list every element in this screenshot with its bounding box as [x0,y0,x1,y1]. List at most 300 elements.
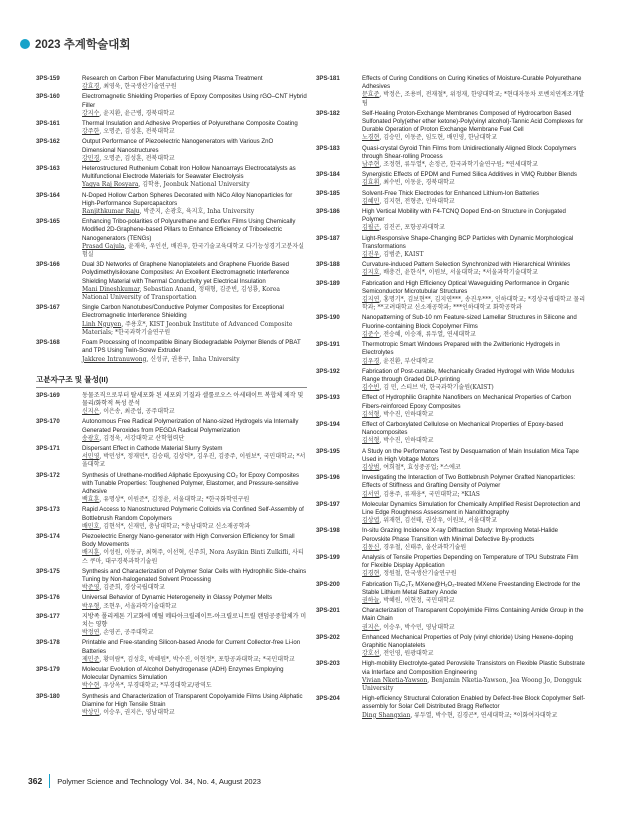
entry-body [82,304,307,337]
author-line [82,181,307,189]
entry-body [362,634,587,659]
author-line [82,110,307,118]
presenting-author: 김서연 [362,490,380,498]
presenting-author: 박상민 [82,709,100,717]
entry-body [362,421,587,446]
co-authors-affiliation: , 전인영, 원광대학교 [379,650,434,658]
author-line [82,83,307,91]
co-authors-affiliation: , 유명상*, 이원준*, 김정윤, 서울대학교; *한국화학연구원 [99,496,250,504]
abstract-entry [316,110,587,143]
author-line [362,134,587,142]
paper-title: Fabrication of Post-curable, Mechanically Graded Hydrogel with Wide Modulus Range through Graded DLP-printing [362,367,575,383]
paper-title: Solvent-Free Thick Electrodes for Enhanced Lithium-Ion Batteries [362,189,540,197]
poster-code: 3PS-203 [316,660,340,668]
abstract-entry [36,568,307,593]
paper-title: 지방족 폴리케톤 기교화에 메틸 메타아크릴레이트-아크릴로니트릴 랜덤공중합체가 미치는 영향 [82,612,307,628]
presenting-author: 김혜민 [362,197,380,205]
author-line [82,549,307,565]
author-line [82,603,307,611]
entry-body [362,581,587,606]
abstract-entry [36,613,307,638]
entry-body [362,607,587,632]
abstract-entry [316,314,587,339]
poster-code: 3PS-199 [316,553,340,561]
paper-title: Effects of Curing Conditions on Curing Kinetics of Moisture-Curable Polyurethane Adhesives [362,75,582,91]
abstract-entry [316,208,587,233]
author-line [362,677,587,693]
paper-title: High-mobility Electrolyte-gated Perovskite Transistors on Flexible Plastic Substrate via Interface and Composition Engineering [362,660,585,676]
co-authors-affiliation: , 이성원, 이동규, 최혁주, 이선혁, 신주희, Nora Asyikin Binti Zulkifli, 사티스 쿠마, 대구경북과학기술원 [82,549,304,565]
poster-code: 3PS-184 [316,171,340,179]
abstract-entry [316,527,587,552]
abstract-entry [316,280,587,313]
co-authors-affiliation: , 김승민, 이동준, 임도현, 배민영, 한남대학교 [379,134,497,142]
co-authors-affiliation: , 김현석*, 신재민, 충남대학교; *충남대학교 신소재공학과 [99,522,251,530]
presenting-author: 김동신 [362,543,380,551]
poster-code: 3PS-165 [36,218,60,226]
entry-body [82,418,307,443]
presenting-author: 박준영 [82,584,100,592]
poster-code: 3PS-186 [316,208,340,216]
poster-code: 3PS-164 [36,191,60,199]
presenting-author: 남주현 [362,161,380,169]
paper-title: Dual 3D Networks of Graphene Nanoplatelets and Graphene Fluoride Based Polydimethylsiloxane Composites: An Excellent Electromagnetic Interference Shielding Material with Thermal Conductivity yet Electrical Insulation [82,261,290,285]
presenting-author: 권지은 [362,623,380,631]
co-authors-affiliation: , 류두열, 박수현, 김경곤*, 연세대학교; *이화여자대학교 [410,711,558,719]
co-authors-affiliation: , 최영욱, 한국생산기술연구원 [99,83,177,91]
presenting-author: 강민경 [82,154,100,162]
abstract-entry [36,93,307,118]
abstract-entry [36,192,307,217]
paper-title: Fabrication and High Efficiency Optical Waveguiding Performance in Organic Semiconductor Microtubular Structures [362,279,570,295]
entry-body [82,339,307,364]
paper-title: Research on Carbon Fiber Manufacturing Using Plasma Treatment [82,75,263,82]
paper-title: Universal Behavior of Dynamic Heterogeneity in Glassy Polymer Melts [82,594,272,602]
poster-code: 3PS-204 [316,695,340,703]
co-authors-affiliation: , 우상옥*, 부경대학교; *부경대학교/광역도 [99,682,212,690]
left-entry-list-a [36,75,307,364]
paper-title: Synthesis and Characterization of Transparent Copolyamide Films Using Aliphatic Diamine for High Tensile Strain [82,692,303,708]
co-authors-affiliation: , 박정은, 조용비, 전재철*, 위정재, 한양대학교; *현대자동차 로벤치연계조개발팀 [362,91,585,107]
presenting-author: Jakkree Intranuwong [82,355,147,363]
author-line [362,384,587,392]
author-line [362,491,587,499]
co-authors-affiliation: , 홍명기*, 김보현**, 김지연***, 송진우***, 인하대학교; *경상국립대학교 물리학과; **고려대학교 신소재공학과; ***인하대학교 화학공학과 [362,296,585,312]
poster-code: 3PS-179 [36,666,60,673]
presenting-author: 김상엽 [362,517,380,525]
paper-title: Nanopatterning of Sub-10 nm Feature-sized Lamellar Structures in Silicone and Fluorine-containing Block Copolymer Films [362,314,577,330]
paper-title: Rapid Access to Nanostructured Polymeric Colloids via Confined Self-Assembly of Bottlebrush Random Copolymers [82,506,304,522]
poster-code: 3PS-170 [36,418,60,426]
presenting-author: 제민준 [82,655,100,663]
co-authors-affiliation: , 박수진, 인하대학교 [379,410,434,418]
entry-body [362,695,587,720]
poster-code: 3PS-171 [36,444,60,452]
co-authors-affiliation: , 박혜원, 이현정, 국민대학교 [379,596,455,604]
abstract-entry [316,235,587,260]
co-authors-affiliation: , 조현우, 서울과학기술대학교 [99,602,177,610]
abstract-entry [316,695,587,720]
presenting-author: 문효준 [362,91,380,99]
presenting-author: Yagya Raj Rosyara [82,181,139,189]
page-footer [0,774,622,788]
abstract-entry [316,607,587,632]
co-authors-affiliation: , 전승혜, 이승재, 류두열, 연세대학교 [379,330,476,338]
paper-title: Molecular Evolution of Alcohol Dehydrogenase (ADH) Enzymes Employing Molecular Dynamics Simulation [82,666,284,682]
paper-title: Curvature-induced Pattern Selection Synchronized with Hierarchical Wrinkles [362,261,571,269]
presenting-author: 배지훈 [82,549,100,557]
entry-body [362,394,587,419]
presenting-author: 박정연 [82,629,100,637]
poster-code: 3PS-168 [36,339,60,347]
author-line [82,656,307,664]
author-line [82,356,307,364]
poster-code: 3PS-172 [36,471,60,479]
right-entry-list [316,75,587,720]
abstract-entry [36,138,307,163]
author-line [362,358,587,366]
entry-body [362,208,587,233]
poster-code: 3PS-181 [316,75,340,82]
paper-title: Effect of Carboxylated Cellulose on Mechanical Properties of Epoxy-based Nanocomposites [362,420,564,437]
author-line [82,208,307,216]
entry-body [362,110,587,143]
co-authors-affiliation: , 박민성*, 정재민*, 김승태, 김상덕*, 김우진, 김중주, 이원보*, 국민대학교; *서울대학교 [82,453,306,469]
presenting-author: 감효경 [82,83,100,91]
presenting-author: 신지은 [82,408,100,416]
author-line [362,437,587,445]
abstract-entry [316,261,587,277]
abstract-entry [36,165,307,190]
paper-title: In-situ Grazing Incidence X-ray Diffraction Study: Improving Metal-Halide Perovskite Phase Transition with Minimal Defective By-products [362,527,558,543]
presenting-author: 김상범 [362,463,380,471]
paper-title: Effect of Hydrophilic Graphite Nanofibers on Mechanical Properties of Carbon Fibers-reinforced Epoxy Composites [362,394,572,410]
abstract-entry [36,533,307,566]
page-header [20,36,130,52]
abstract-entry [316,501,587,526]
right-column [316,75,587,722]
author-line [362,179,587,187]
co-authors-affiliation: , 김정욱, 서강대학교 산학협력단 [99,434,185,442]
abstract-entry [36,693,307,718]
abstract-entry [36,218,307,259]
entry-body [362,171,587,187]
co-authors-affiliation: , 김학용, Jeonbuk National University [138,181,250,189]
abstract-entry [316,171,587,187]
paper-title: Fabrication Ti₃C₂Tₓ MXene@H₂O₂-treated MXene Freestanding Electrode for the Stable Lithium Metal Battery Anode [362,580,581,596]
co-authors-affiliation: , 김준희, 경상국립대학교 [99,584,165,592]
co-authors-affiliation: , 배충건, 윤한식*, 이원보, 서울대학교; *서울과학기술대학교 [379,269,538,277]
paper-title: Synthesis of Urethane-modified Aliphatic Epoxyusing CO₂ for Epoxy Composites with Tunable Properties: Toughened Polymer, Elastomer, and Pressure-sensitive Adhesive [82,471,300,495]
presenting-author: Mani Dineshkumar [82,285,140,293]
presenting-author: 김석형 [362,437,380,445]
poster-code: 3PS-190 [316,314,340,322]
poster-code: 3PS-197 [316,500,340,508]
presenting-author: 배민호 [82,522,100,530]
abstract-entry [36,445,307,470]
poster-code: 3PS-196 [316,474,340,482]
presenting-author: Vivian Nketia-Yawson [362,676,428,684]
author-line [82,682,307,690]
presenting-author: 김준수 [362,330,380,338]
poster-code: 3PS-180 [36,692,60,700]
abstract-entry [316,75,587,108]
section-heading: 고분자구조 및 물성(II) [36,374,307,388]
co-authors-affiliation: , 윤지환, 윤근병, 경북대학교 [99,109,175,117]
abstract-entry [316,145,587,170]
entry-body [362,314,587,339]
author-line [362,198,587,206]
entry-body [82,138,307,163]
poster-code: 3PS-159 [36,75,60,82]
co-authors-affiliation: , 경우철, 신태주, 울산과학기술원 [379,543,467,551]
presenting-author: 백효훈 [82,496,100,504]
entry-body [82,472,307,505]
co-authors-affiliation: , 이승우, 박수민, 영남대학교 [379,623,455,631]
entry-body [82,533,307,566]
abstract-entry [316,341,587,366]
abstract-entry [316,554,587,579]
co-authors-affiliation: , 박수진, 인하대학교 [379,437,434,445]
presenting-author: 박우형 [82,602,100,610]
presenting-author: 김석형 [362,410,380,418]
author-line [82,435,307,443]
paper-title: Light-Responsive Shape-Changing BCP Particles with Dynamic Morphological Transformations [362,234,574,250]
presenting-author: 송광호 [82,434,100,442]
abstract-entry [316,448,587,473]
abstract-entry [36,666,307,691]
poster-code: 3PS-202 [316,633,340,641]
author-line [82,496,307,504]
presenting-author: 김경현 [362,570,380,578]
abstract-entry [36,304,307,337]
poster-code: 3PS-160 [36,93,60,101]
abstract-entry [316,190,587,206]
co-authors-affiliation: , 윤진환, 부산대학교 [379,357,434,365]
entry-body [82,594,307,610]
poster-code: 3PS-191 [316,341,340,349]
author-line [362,161,587,169]
poster-code: 3PS-163 [36,165,60,173]
author-line [362,296,587,312]
poster-code: 3PS-173 [36,506,60,514]
presenting-author: 김수빈 [362,384,380,392]
author-line [362,269,587,277]
entry-body [362,75,587,108]
abstract-entry [316,474,587,499]
author-line [82,629,307,637]
paper-title: A Study on the Performance Test by Desquamation of Main Insulation Mica Tape Used in High Voltage Motors [362,447,579,463]
entry-body [362,280,587,313]
co-authors-affiliation: , 박준지, 손광호, 육지호, Inha University [139,208,255,216]
entry-body [362,554,587,579]
abstract-entry [316,581,587,606]
presenting-author: 김진우 [362,251,380,259]
presenting-author: 강호선 [362,650,380,658]
poster-code: 3PS-195 [316,447,340,455]
poster-code: 3PS-193 [316,394,340,402]
presenting-author: 강주한 [82,128,100,136]
co-authors-affiliation: , 정원철, 한국생산기술연구원 [379,570,457,578]
co-authors-affiliation: , 김진곤, 포항공과대학교 [379,224,445,232]
left-entry-list-b [36,392,307,718]
paper-title: Dispersant Effect in Cathode Material Slurry System [82,444,223,452]
paper-title: Electromagnetic Shielding Properties of Epoxy Composites Using rGO–CNT Hybrid Filler [82,93,307,109]
co-authors-affiliation: , 주용호*, KIST Jeonbuk Institute of Advanced Composite Materials; *한국과학기술연구원 [82,320,293,336]
entry-body [362,235,587,260]
poster-code: 3PS-189 [316,279,340,287]
co-authors-affiliation: , 오명준, 김성훈, 전북대학교 [99,154,175,162]
poster-code: 3PS-188 [316,261,340,269]
co-authors-affiliation: , Benjamin Nketia-Yawson, Jea Woong Jo, Dongguk University [362,676,582,693]
presenting-author: 김지연 [362,296,380,304]
author-line [362,331,587,339]
entry-body [362,527,587,552]
author-line [82,128,307,136]
entry-body [82,392,307,417]
paper-title: Piezoelectric Energy Nano-generator with High Conversion Efficiency for Small Body Movements [82,532,295,549]
paper-title: Single Carbon Nanotubes/Conductive Polymer Composites for Exceptional Electromagnetic Interference Shielding [82,304,284,320]
paper-title: Printable and Free-standing Silicon-based Anode for Current Collector-free Li-ion Batteries [82,639,301,655]
co-authors-affiliation: , 여희철*, 효성중공업; *스에코 [379,463,461,471]
entry-body [362,474,587,499]
co-authors-affiliation: , 조정현, 류두열*, 손정곤, 한국과학기술연구원; *연세대학교 [379,161,538,169]
entry-body [82,639,307,664]
co-authors-affiliation: , 이은송, 최준섭, 공주대학교 [99,408,175,416]
presenting-author: 김효휘 [362,179,380,187]
co-authors-affiliation: , 김범준, KAIST [379,251,424,259]
author-line [362,464,587,472]
left-column [36,75,307,719]
page-number: 362 [28,776,43,786]
entry-body [82,75,307,91]
entry-body [362,448,587,473]
author-line [82,523,307,531]
abstract-entry [316,660,587,693]
abstract-entry [36,75,307,91]
poster-code: 3PS-167 [36,304,60,312]
abstract-entry [36,261,307,302]
presenting-author: Prasad Gajula [82,242,125,250]
entry-body [362,145,587,170]
paper-title: Quasi-crystal Gyroid Thin Films from Unidirectionally Aligned Block Copolymers through Shear-rolling Process [362,144,577,160]
author-line [362,411,587,419]
co-authors-affiliation: , 최수빈, 이동윤, 경북대학교 [379,179,455,187]
paper-title: High-efficiency Structural Coloration Enabled by Defect-free Block Copolymer Self-assembly for Solar Cell Distributed Bragg Reflector [362,695,586,711]
entry-body [82,666,307,691]
paper-title: Foam Processing of Incompatible Binary Biodegradable Polymer Blends of PBAT and TPS Using Twin-Screw Extruder [82,339,301,355]
poster-code: 3PS-201 [316,607,340,615]
author-line [82,453,307,469]
co-authors-affiliation: , 오명준, 김성훈, 전북대학교 [99,128,175,136]
author-line [362,517,587,525]
author-line [362,712,587,720]
paper-title: Thermal Insulation and Adhesive Properties of Polyurethane Composite Coating [82,120,298,128]
presenting-author: Linh Nguyen [82,320,122,328]
entry-body [362,660,587,693]
author-line [82,243,307,259]
entry-body [82,218,307,259]
poster-code: 3PS-192 [316,367,340,375]
co-authors-affiliation: , Sebastian Anand, 정태형, 김준빈, 김성룡, Korea National University of Transportation [82,285,280,302]
poster-code: 3PS-176 [36,594,60,602]
co-authors-affiliation: , 손영곤, 공주대학교 [99,629,154,637]
author-line [362,251,587,259]
poster-code: 3PS-185 [316,189,340,197]
paper-title: Characterization of Transparent Copolyimide Films Containing Amide Group in the Main Chain [362,607,584,623]
author-line [362,597,587,605]
poster-code: 3PS-200 [316,580,340,588]
entry-body [82,445,307,470]
co-authors-affiliation: , 김지현, 전형준, 인하대학교 [379,197,455,205]
poster-code: 3PS-162 [36,138,60,146]
abstract-entry [316,394,587,419]
co-authors-affiliation: , 위재현, 김선태, 권상우, 이원보, 서울대학교 [379,517,497,525]
entry-body [362,190,587,206]
co-authors-affiliation: , 김용주, 류재웅*, 국민대학교; *KIAS [379,490,480,498]
presenting-author: 서민영 [82,453,100,461]
paper-title: 동물조직으로부터 탈세포화 된 세포외 기질과 셀룰로오스 아세테이트 복합체 제작 및 물리/화학적 특성 분석 [82,391,304,407]
entry-body [82,93,307,118]
entry-body [362,261,587,277]
presenting-author: 노경현 [362,134,380,142]
co-authors-affiliation: , 신성규, 권용구, Inha University [146,355,240,363]
paper-title: Autonomous Free Radical Polymerization of Nano-sized Hydrogels via Internally Generated Peroxides from PEGDA Radical Polymerization [82,418,299,434]
co-authors-affiliation: , 이승우, 권지은, 영남대학교 [99,709,175,717]
presenting-author: 강지수 [82,109,100,117]
presenting-author: 김필근 [362,224,380,232]
abstract-entry [316,421,587,446]
presenting-author: 김지호 [362,269,380,277]
entry-body [82,165,307,190]
presenting-author: 김우경 [362,357,380,365]
abstract-entry [36,418,307,443]
co-authors-affiliation: , 김 민, 스티브 박, 한국과학기술원(KAIST) [379,384,494,392]
co-authors-affiliation: , 윤재욱, 우인선, 배진우, 한국기술교육대학교 다기능성경기고분자실험실 [82,242,304,259]
paper-title: Synergistic Effects of EPDM and Fumed Silica Additives in VMQ Rubber Blends [362,171,577,179]
presenting-author: 권하늘 [362,596,380,604]
entry-body [362,368,587,393]
paper-title: Heterostructured Ruthenium Cobalt Iron Hollow Nanoarrays Electrocatalysts as Multifunctional Electrode Materials for Seawater Electrolysis [82,165,296,181]
poster-code: 3PS-161 [36,120,60,128]
co-authors-affiliation: , 황미람*, 김성호, 박혜원*, 박수진, 이현정*, 포항공과대학교; *국민대학교 [99,655,295,663]
poster-code: 3PS-174 [36,532,60,540]
poster-code: 3PS-194 [316,420,340,428]
entry-body [82,613,307,638]
poster-code: 3PS-175 [36,567,60,575]
abstract-entry [36,120,307,136]
paper-title: High Vertical Mobility with F4-TCNQ Doped End-on Structure in Conjugated Polymer [362,208,566,224]
author-line [82,584,307,592]
paper-title: Thermotropic Smart Windows Prepared with the Zwitterionic Hydrogels in Electrolytes [362,341,560,357]
author-line [82,155,307,163]
abstract-entry [36,392,307,417]
poster-code: 3PS-178 [36,639,60,647]
paper-title: Molecular Dynamics Simulation for Chemically Amplified Resist Deprotection and Line Edge Roughness Assessment in Nanolithography [362,500,581,516]
poster-code: 3PS-187 [316,234,340,242]
entry-body [82,506,307,531]
conference-title: 2023 추계학술대회 [35,39,131,51]
paper-title: Investigating the Interaction of Two Bottlebrush Polymer Grafted Nanoparticles: Effects of Stiffness and Grafting Density of Polymer [362,474,576,490]
footer-divider [49,774,50,788]
presenting-author: 박수현 [82,682,100,690]
entry-body [362,501,587,526]
abstract-entry [36,594,307,610]
author-line [362,650,587,658]
abstract-entry [36,639,307,664]
abstract-entry [36,339,307,364]
abstract-entry [316,634,587,659]
